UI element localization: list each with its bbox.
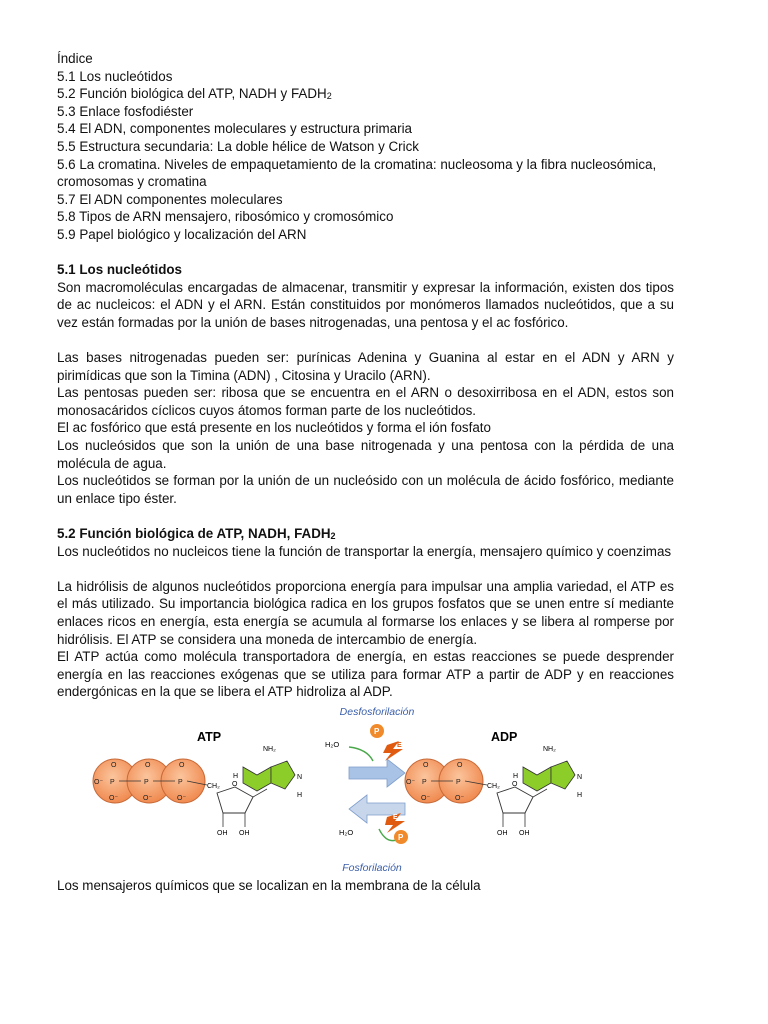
adenine-ring — [271, 761, 295, 789]
phosphate-p: P — [178, 778, 183, 786]
nh2-label: NH₂ — [263, 745, 276, 753]
forward-arrow — [349, 759, 405, 787]
table-of-contents — [57, 50, 674, 244]
ch2-label: CH₂ — [207, 782, 220, 790]
toc-item: 5.7 El ADN componentes moleculares — [57, 191, 283, 207]
phosphate-p: P — [144, 778, 149, 786]
oh-label: OH — [217, 829, 228, 837]
oh-label: OH — [497, 829, 508, 837]
paragraph: Los nucleótidos se forman por la unión de un nucleósido con un molécula de ácido fosfórico, mediante un enlace tipo éster. — [57, 473, 674, 506]
phosphate-p: P — [110, 778, 115, 786]
atp-adp-diagram — [57, 705, 674, 875]
energy-label: E — [393, 813, 398, 821]
adp-molecule — [405, 746, 582, 837]
atp-adp-figure — [57, 705, 674, 875]
sugar-ring — [497, 787, 533, 813]
nh2-label: NH₂ — [543, 745, 556, 753]
p-badge-label: P — [398, 832, 404, 842]
sugar-ring — [217, 787, 253, 813]
oh-label: OH — [519, 829, 530, 837]
adenine-ring — [243, 767, 271, 791]
phosphorylation-label: Fosforilación — [342, 861, 402, 874]
paragraph: La hidrólisis de algunos nucleótidos proporciona energía para impulsar una amplia variedad, el ATP es el más utilizado. Su importancia biológica radica en los grupos fosfatos que se unen entre sí mediante enlaces ricos en energía, esta energía se acumula al formarse los enlaces y se libera al romperse por hidrólisis. El ATP se considera una moneda de intercambio de energía. — [57, 578, 674, 647]
atp-molecule — [93, 746, 302, 837]
phosphate-o: O — [423, 761, 429, 769]
phosphate-o-minus: O⁻ — [177, 794, 187, 802]
phosphate-p: P — [456, 778, 461, 786]
toc-title: Índice — [57, 51, 93, 66]
h-label: H — [577, 791, 583, 799]
adenine-ring — [551, 761, 575, 789]
phosphate-o: O — [179, 761, 185, 769]
energy-label: E — [397, 741, 402, 749]
phosphate-o-minus: O⁻ — [421, 794, 431, 802]
phosphate-o: O — [457, 761, 463, 769]
n-label: N — [577, 773, 583, 781]
p-badge-label: P — [374, 726, 380, 736]
paragraph: Son macromoléculas encargadas de almacenar, transmitir y expresar la información, existen dos tipos de ac nucleicos: el ADN y el ARN. Están constituidos por monómeros llamados nucleótidos, que a su vez están formadas por la unión de bases nitrogenadas, una pentosa y el ac fosfórico. — [57, 279, 674, 330]
dephosphorylation-label: Desfosforilación — [339, 705, 415, 718]
water-label: H₂O — [325, 739, 340, 749]
toc-item: 5.1 Los nucleótidos — [57, 68, 173, 84]
section-heading: 5.2 Función biológica de ATP, NADH, $FADH_2$ — [57, 526, 336, 542]
toc-item: 5.9 Papel biológico y localización del ARN — [57, 226, 307, 242]
toc-item: 5.4 El ADN, componentes moleculares y estructura primaria — [57, 121, 413, 137]
paragraph: El ac fosfórico que está presente en los nucleótidos y forma el ión fosfato — [57, 420, 491, 436]
phosphate-o: O — [145, 761, 151, 769]
phosphate-o-minus: O⁻ — [109, 794, 119, 802]
oh-label: OH — [239, 829, 250, 837]
section-nucleotides — [57, 261, 674, 507]
curved-arrow — [349, 747, 373, 761]
phosphate-o-minus: O⁻ — [143, 794, 153, 802]
phosphate-p: P — [422, 778, 427, 786]
n-label: N — [297, 773, 303, 781]
document-page — [57, 50, 674, 895]
adp-label: ADP — [491, 729, 518, 744]
toc-item: 5.8 Tipos de ARN mensajero, ribosómico y cromosómico — [57, 209, 394, 225]
atp-label: ATP — [197, 729, 222, 744]
toc-item: 5.2 Función biológica del ATP, NADH y $FADH_2$ — [57, 86, 332, 102]
ring-o-label: O — [232, 780, 238, 788]
toc-item: 5.3 Enlace fosfodiéster — [57, 103, 194, 119]
paragraph: Los nucleótidos no nucleicos tiene la función de transportar la energía, mensajero químico y coenzimas — [57, 543, 672, 559]
phosphate-o: O — [111, 761, 117, 769]
section-heading: 5.1 Los nucleótidos — [57, 262, 183, 278]
paragraph: Los mensajeros químicos que se localizan en la membrana de la célula — [57, 877, 481, 893]
paragraph: Las pentosas pueden ser: ribosa que se encuentra en el ARN o desoxirribosa en el ADN, estos son monosacáridos cíclicos cuyos átomos forman parte de los nucleótidos. — [57, 385, 674, 418]
adenine-ring — [523, 767, 551, 791]
section-atp-function — [57, 525, 674, 895]
phosphate-o-minus: O⁻ — [406, 778, 416, 786]
paragraph: El ATP actúa como molécula transportadora de energía, en estas reacciones se puede desprender energía en las reacciones exógenas que se utiliza para formar ATP a partir de ADP y en reacciones endergónicas en la que se libera el ATP hidroliza al ADP. — [57, 649, 674, 700]
phosphate-o-minus: O⁻ — [455, 794, 465, 802]
ring-o-label: O — [512, 780, 518, 788]
toc-item: 5.6 La cromatina. Niveles de empaquetamiento de la cromatina: nucleosoma y la fibra nucleosómica, cromosomas y cromatina — [57, 156, 657, 190]
toc-item: 5.5 Estructura secundaria: La doble hélice de Watson y Crick — [57, 138, 419, 154]
h-label: H — [297, 791, 303, 799]
phosphate-o-minus: O⁻ — [94, 778, 104, 786]
h-label: H — [513, 772, 519, 780]
ch2-label: CH₂ — [487, 782, 500, 790]
h-label: H — [233, 772, 239, 780]
reaction-arrows — [325, 724, 408, 844]
paragraph: Los nucleósidos que son la unión de una base nitrogenada y una pentosa con la pérdida de una molécula de agua. — [57, 438, 674, 471]
water-label: H₂O — [339, 827, 354, 837]
paragraph: Las bases nitrogenadas pueden ser: purínicas Adenina y Guanina al estar en el ADN y ARN y pirimídicas que son la Timina (ADN) , Citosina y Uracilo (ARN). — [57, 350, 674, 383]
